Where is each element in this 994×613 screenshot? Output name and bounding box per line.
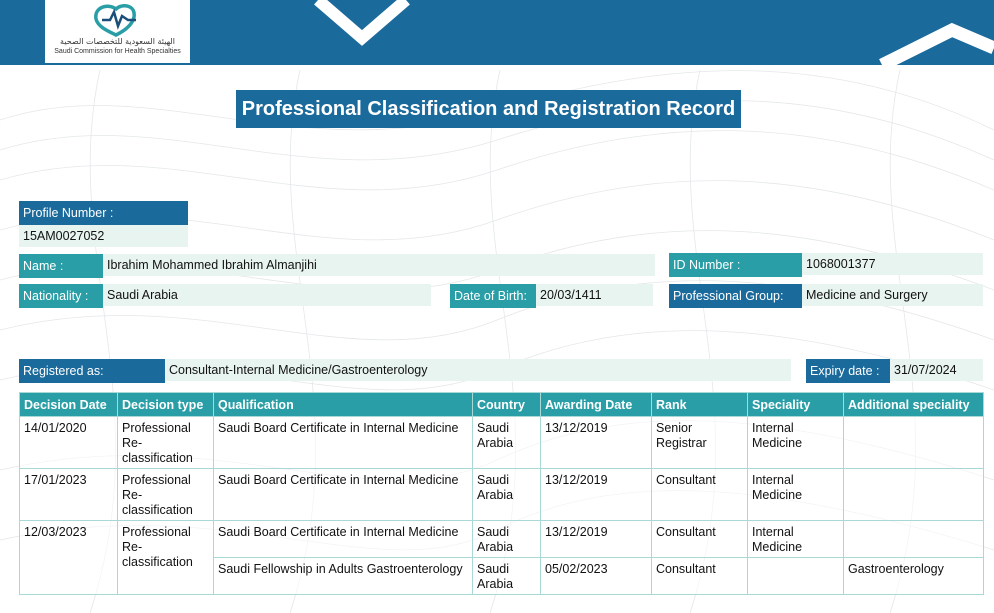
registered-as-value: Consultant-Internal Medicine/Gastroenterology — [165, 359, 791, 381]
speciality-cell: Internal Medicine — [748, 469, 844, 521]
qualification-cell: Saudi Fellowship in Adults Gastroenterology — [214, 558, 473, 595]
decision-date-cell: 12/03/2023 — [20, 521, 118, 595]
rank-cell: Consultant — [652, 521, 748, 558]
column-header: Decision type — [118, 393, 214, 417]
awarding-date-cell: 13/12/2019 — [541, 417, 652, 469]
rank-cell: Consultant — [652, 469, 748, 521]
decision-date-cell: 17/01/2023 — [20, 469, 118, 521]
speciality-cell — [748, 558, 844, 595]
country-cell: Saudi Arabia — [473, 417, 541, 469]
decision-type-cell: Professional Re-classification — [118, 469, 214, 521]
awarding-date-cell: 05/02/2023 — [541, 558, 652, 595]
decision-type-cell: Professional Re-classification — [118, 521, 214, 595]
registered-as-label: Registered as: — [19, 359, 165, 383]
name-label: Name : — [19, 254, 103, 278]
logo-english-text: Saudi Commission for Health Specialties — [54, 48, 181, 55]
country-cell: Saudi Arabia — [473, 469, 541, 521]
id-number-value: 1068001377 — [802, 253, 983, 275]
logo-mark-icon — [90, 1, 146, 37]
column-header: Additional speciality — [844, 393, 984, 417]
column-header: Speciality — [748, 393, 844, 417]
expiry-date-label: Expiry date : — [806, 359, 890, 383]
column-header: Awarding Date — [541, 393, 652, 417]
qualification-cell: Saudi Board Certificate in Internal Medicine — [214, 417, 473, 469]
expiry-date-value: 31/07/2024 — [890, 359, 983, 381]
awarding-date-cell: 13/12/2019 — [541, 469, 652, 521]
qualification-cell: Saudi Board Certificate in Internal Medicine — [214, 521, 473, 558]
nationality-value: Saudi Arabia — [103, 284, 431, 306]
professional-group-value: Medicine and Surgery — [802, 284, 983, 306]
awarding-date-cell: 13/12/2019 — [541, 521, 652, 558]
nationality-label: Nationality : — [19, 284, 103, 308]
column-header: Qualification — [214, 393, 473, 417]
qualification-cell: Saudi Board Certificate in Internal Medicine — [214, 469, 473, 521]
decision-type-cell: Professional Re-classification — [118, 417, 214, 469]
speciality-cell: Internal Medicine — [748, 521, 844, 558]
profile-number-label: Profile Number : — [19, 201, 188, 225]
country-cell: Saudi Arabia — [473, 558, 541, 595]
id-number-label: ID Number : — [669, 253, 802, 277]
column-header: Rank — [652, 393, 748, 417]
table-row — [20, 469, 984, 521]
page-title: Professional Classification and Registration Record — [236, 90, 741, 128]
additional-speciality-cell: Gastroenterology — [844, 558, 984, 595]
profile-number-value: 15AM0027052 — [19, 225, 188, 247]
column-header: Country — [473, 393, 541, 417]
additional-speciality-cell — [844, 469, 984, 521]
name-value: Ibrahim Mohammed Ibrahim Almanjihi — [103, 254, 655, 276]
additional-speciality-cell — [844, 521, 984, 558]
decision-date-cell: 14/01/2020 — [20, 417, 118, 469]
country-cell: Saudi Arabia — [473, 521, 541, 558]
qualification-table — [19, 392, 984, 595]
logo-arabic-text: الهيئة السعودية للتخصصات الصحية — [60, 37, 175, 46]
table-row — [20, 417, 984, 469]
dob-label: Date of Birth: — [450, 284, 536, 308]
rank-cell: Consultant — [652, 558, 748, 595]
rank-cell: Senior Registrar — [652, 417, 748, 469]
column-header: Decision Date — [20, 393, 118, 417]
dob-value: 20/03/1411 — [536, 284, 653, 306]
additional-speciality-cell — [844, 417, 984, 469]
table-header-row — [20, 393, 984, 417]
organization-logo — [45, 0, 190, 63]
professional-group-label: Professional Group: — [669, 284, 802, 308]
speciality-cell: Internal Medicine — [748, 417, 844, 469]
table-row — [20, 521, 984, 558]
